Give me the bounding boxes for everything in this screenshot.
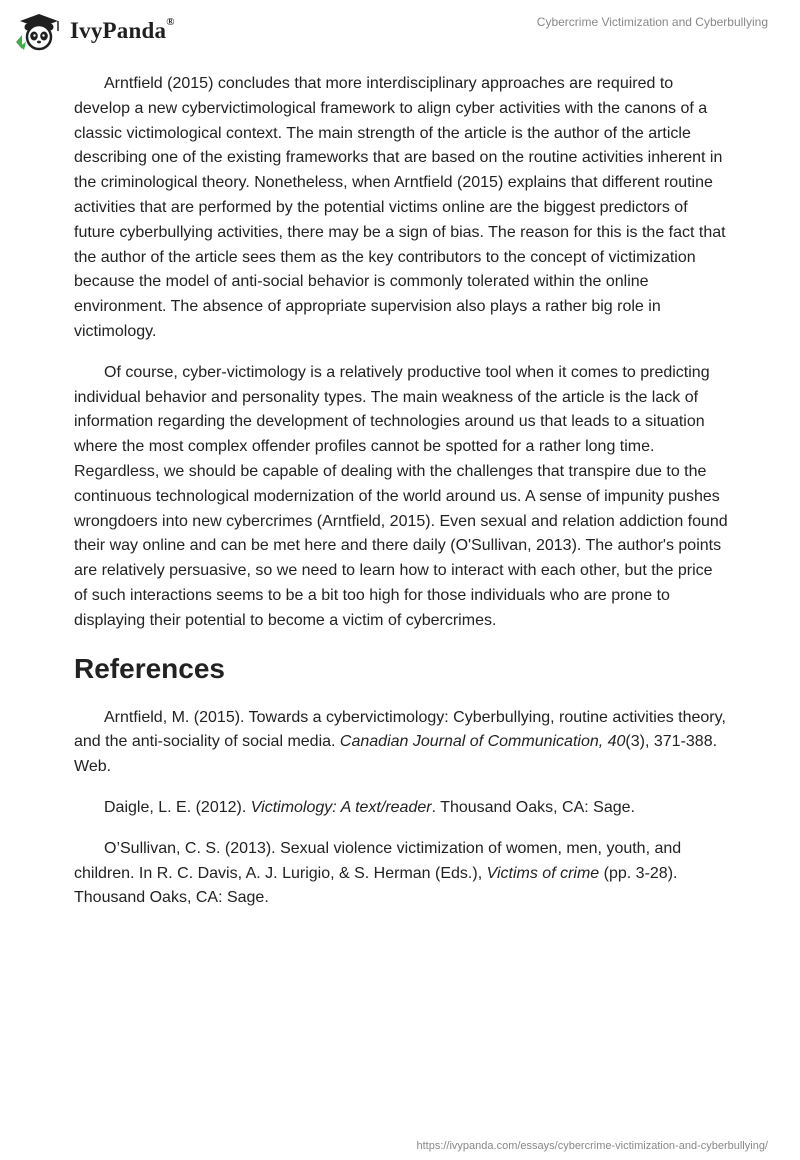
document-body (74, 72, 728, 927)
body-paragraph: Of course, cyber-victimology is a relatively productive tool when it comes to predicting individual behavior and personality types. The main weakness of the article is the lack of information regarding the development of technologies around us that leads to a situation where the most complex offender profiles cannot be spotted for a rather long time. Regardless, we should be capable of dealing with the challenges that transpire due to the continuous technological modernization of the world around us. A sense of impunity pushes wrongdoers into new cybercrimes (Arntfield, 2015). Even sexual and relation addiction found their way online and can be met here and there daily (O'Sullivan, 2013). The author's points are relatively persuasive, so we need to learn how to interact with each other, but the price of such interactions seems to be a bit too high for those individuals who are prone to displaying their potential to become a victim of cybercrimes. (74, 363, 728, 629)
book-title: Victimology: A text/reader (250, 798, 432, 816)
registered-mark: ® (166, 16, 175, 28)
body-paragraph: Arntfield (2015) concludes that more interdisciplinary approaches are required to develop a new cybervictimological framework to align cyber activities with the canons of a classic victimological context. The main strength of the article is the author of the article describing one of the existing frameworks that are based on the routine activities inherent in the criminological theory. Nonetheless, when Arntfield (2015) explains that different routine activities that are performed by the potential victims online are the biggest predictors of future cyberbullying activities, there may be a sign of bias. The reason for this is the fact that the author of the article sees them as the key contributors to the concept of victimization because the model of anti-social behavior is commonly tolerated within the online environment. The absence of appropriate supervision also plays a rather big role in victimology. (74, 75, 726, 340)
reference-item: Arntfield, M. (2015). Towards a cybervictimology: Cyberbullying, routine activities theory, and the anti-sociality of social media. Canadian Journal of Communication, 40(3), 371-388. Web. (74, 708, 726, 776)
brand-logo[interactable] (14, 8, 175, 54)
references-heading: References (74, 652, 225, 684)
book-title: Victims of crime (486, 864, 600, 882)
panda-graduation-cap-icon (14, 11, 64, 51)
reference-item: Daigle, L. E. (2012). Victimology: A text/reader. Thousand Oaks, CA: Sage. (104, 798, 635, 816)
document-title: Cybercrime Victimization and Cyberbullying (536, 15, 768, 29)
journal-volume: 40 (607, 733, 626, 751)
source-url[interactable]: https://ivypanda.com/essays/cybercrime-victimization-and-cyberbullying/ (416, 1140, 768, 1152)
reference-item: O’Sullivan, C. S. (2013). Sexual violence victimization of women, men, youth, and children. In R. C. Davis, A. J. Lurigio, & S. Herman (Eds.), Victims of crime (pp. 3-28). Thousand Oaks, CA: Sage. (74, 839, 682, 907)
journal-title: Canadian Journal of Communication, (339, 733, 608, 751)
brand-name: IvyPanda® (70, 16, 175, 43)
